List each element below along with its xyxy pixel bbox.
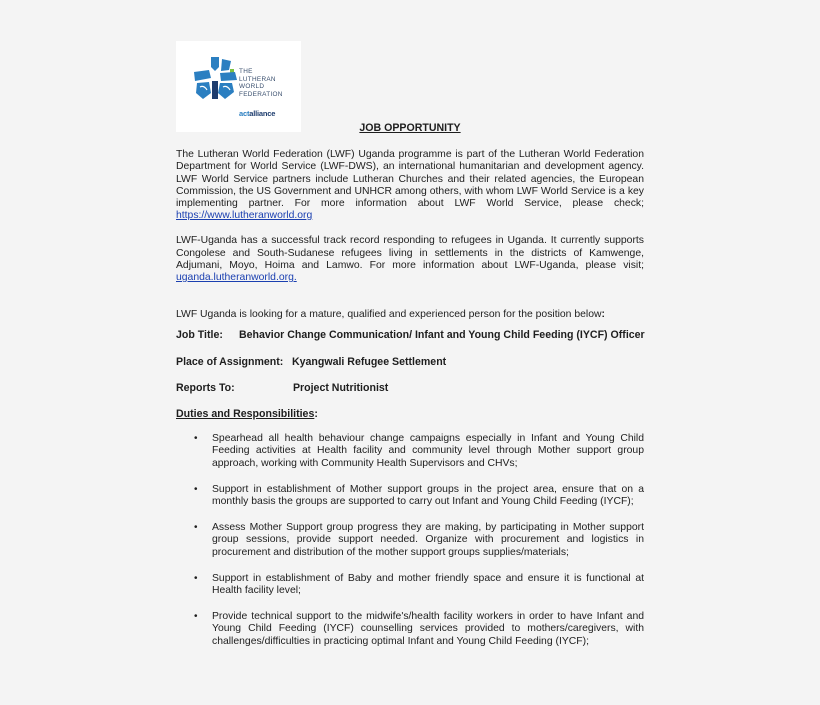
duties-colon: : xyxy=(314,408,318,421)
reports-to-label: Reports To: xyxy=(176,381,235,394)
duty-text: Assess Mother Support group progress they are making, by participating in Mother support group sessions, provide support needed. Organize with procurement and logistics in procurement and distribution of the mother support groups supplies/materials; xyxy=(212,522,644,558)
list-item xyxy=(176,573,644,597)
place-of-assignment-row xyxy=(176,356,644,368)
duty-text: Support in establishment of Baby and mother friendly space and ensure it is functional at Health facility level; xyxy=(212,572,644,597)
bullet-icon: • xyxy=(194,433,198,445)
duties-heading xyxy=(176,408,644,420)
position-intro-colon: : xyxy=(601,309,605,321)
uganda-text: LWF-Uganda has a successful track record responding to refugees in Uganda. It currently supports Congolese and South-Sudanese refugees living in settlements in the districts of Kamwenge, Adjumani, Moyo, Hoima and Lamwo. For more information about LWF-Uganda, please visit; xyxy=(176,235,644,271)
list-item xyxy=(176,522,644,559)
bullet-icon: • xyxy=(194,483,198,495)
position-intro xyxy=(176,309,644,321)
intro-paragraph xyxy=(176,149,644,222)
lwf-website-link[interactable]: https://www.lutheranworld.org xyxy=(176,210,313,222)
uganda-paragraph xyxy=(176,235,644,284)
lwf-logo xyxy=(176,41,301,132)
logo-line: THE xyxy=(239,68,253,75)
reports-to-row xyxy=(176,382,644,394)
duties-list xyxy=(176,433,644,648)
duties-title: Duties and Responsibilities xyxy=(176,408,315,421)
list-item xyxy=(176,484,644,508)
lwf-logo-text xyxy=(239,68,283,98)
intro-text: The Lutheran World Federation (LWF) Uganda programme is part of the Lutheran World Federation Department for World Service (LWF-DWS), an international humanitarian and development agency. LWF World Service partners include Lutheran Churches and their related agencies, the European Commission, the US Government and UNHCR among others, with whom LWF World Service is a key implementing partner. For more information about LWF World Service, please check; xyxy=(176,149,644,210)
act-alliance-part2: alliance xyxy=(249,109,276,118)
bullet-icon: • xyxy=(194,522,198,534)
duty-text: Spearhead all health behaviour change campaigns especially in Infant and Young Child Feeding activities at Health facility and community level through Mother support group approach, working with Community Health Supervisors and CHVs; xyxy=(212,433,644,469)
place-value: Kyangwali Refugee Settlement xyxy=(291,355,447,368)
logo-line: LUTHERAN xyxy=(239,75,276,83)
act-alliance-part1: act xyxy=(239,109,250,118)
logo-line: WORLD xyxy=(239,83,265,91)
duty-text: Provide technical support to the midwife's/health facility workers in order to have Infant and Young Child Feeding (IYCF) counselling services provided to mothers/caregivers, with challenges/difficulties in practicing optimal Infant and Young Child Feeding (IYCF); xyxy=(212,611,644,647)
lwf-cross-hands-icon xyxy=(191,55,243,101)
reports-to-value: Project Nutritionist xyxy=(292,381,389,394)
job-title-value: Behavior Change Communication/ Infant and Young Child Feeding (IYCF) Officer xyxy=(238,329,645,342)
document-body xyxy=(176,122,644,662)
page-title: JOB OPPORTUNITY xyxy=(359,122,461,134)
lwf-uganda-link[interactable]: uganda.lutheranworld.org. xyxy=(176,272,297,284)
duty-text: Support in establishment of Mother support groups in the project area, ensure that on a monthly basis the groups are supported to carry out Infant and Young Child Feeding (IYCF); xyxy=(212,483,644,508)
act-alliance-logo xyxy=(239,109,275,118)
bullet-icon: • xyxy=(194,572,198,584)
logo-line: FEDERATION xyxy=(239,90,283,98)
job-title-label: Job Title: xyxy=(176,329,223,342)
list-item xyxy=(176,611,644,648)
place-label: Place of Assignment: xyxy=(176,355,284,368)
list-item xyxy=(176,433,644,470)
position-intro-text: LWF Uganda is looking for a mature, qualified and experienced person for the position below xyxy=(176,309,602,321)
job-title-row xyxy=(176,329,644,341)
bullet-icon: • xyxy=(194,611,198,623)
